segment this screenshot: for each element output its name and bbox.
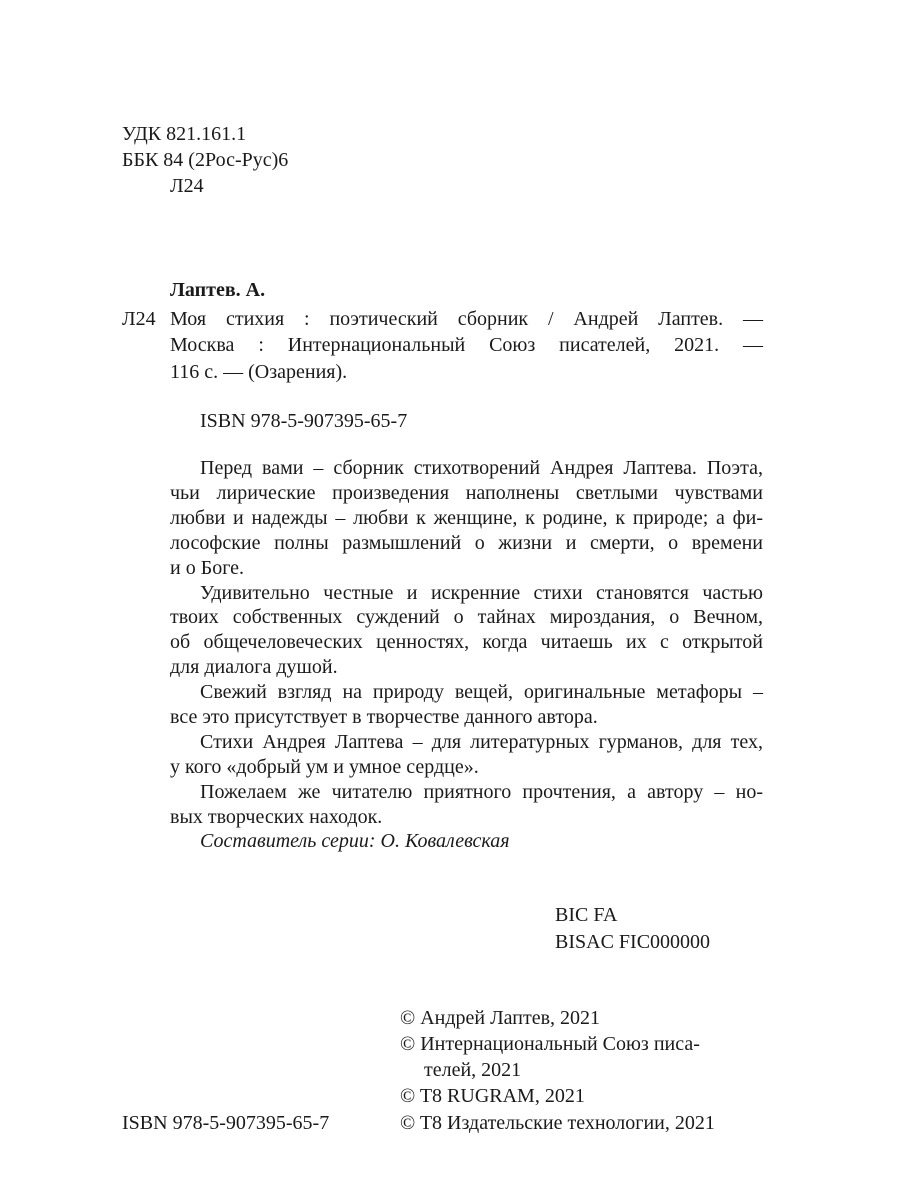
copyright-line: © T8 Издательские технологии, 2021 (400, 1112, 715, 1134)
annotation-line: у кого «добрый ум и умное сердце». (170, 755, 479, 778)
annotation-line: любви и надежды – любви к женщине, к родине, к природе; а фи- (170, 506, 763, 529)
author-name: Лаптев. А. (170, 279, 266, 301)
annotation-line: вых творческих находок. (170, 805, 383, 828)
annotation-line: для диалога душой. (170, 656, 338, 679)
annotation-line: Перед вами – сборник стихотворений Андрея Лаптева. Поэта, (200, 457, 763, 479)
copyright-line: © T8 RUGRAM, 2021 (400, 1085, 585, 1107)
annotation-line: чьи лирические произведения наполнены светлыми чувствами (170, 481, 763, 504)
annotation-line: все это присутствует в творчестве данного автора. (170, 706, 598, 728)
annotation-line: и о Боге. (170, 556, 245, 579)
annotation-line: Пожелаем же читателю приятного прочтения, а автору – но- (200, 780, 763, 803)
bic-code: BIC FA (555, 904, 618, 926)
udk-code: УДК 821.161.1 (122, 123, 247, 145)
annotation-line: Удивительно честные и искренние стихи становятся частью (200, 581, 763, 604)
record-line: Москва : Интернациональный Союз писателей, 2021. — (170, 334, 763, 356)
record-mark: Л24 (122, 308, 156, 330)
bbk-code: ББК 84 (2Рос-Рус)6 (122, 149, 289, 171)
copyright-line: © Интернациональный Союз писа- (400, 1033, 700, 1055)
isbn-bottom: ISBN 978-5-907395-65-7 (122, 1112, 330, 1134)
copyright-line: телей, 2021 (424, 1059, 522, 1081)
isbn: ISBN 978-5-907395-65-7 (200, 410, 408, 432)
record-line: Моя стихия : поэтический сборник / Андрей Лаптев. — (170, 308, 763, 330)
series-compiler: Составитель серии: О. Ковалевская (200, 830, 510, 852)
annotation-line: твоих собственных суждений о тайнах мироздания, о Вечном, (170, 606, 763, 629)
copyright-line: © Андрей Лаптев, 2021 (400, 1007, 601, 1029)
annotation-line: Свежий взгляд на природу вещей, оригинальные метафоры – (200, 681, 763, 704)
author-mark: Л24 (170, 175, 204, 197)
annotation-line: лософские полны размышлений о жизни и смерти, о времени (170, 531, 763, 554)
bisac-code: BISAC FIC000000 (555, 931, 711, 953)
record-line: 116 с. — (Озарения). (170, 361, 348, 383)
annotation-line: об общечеловеческих ценностях, когда читаешь их с открытой (170, 631, 763, 654)
annotation-line: Стихи Андрея Лаптева – для литературных гурманов, для тех, (200, 730, 763, 753)
